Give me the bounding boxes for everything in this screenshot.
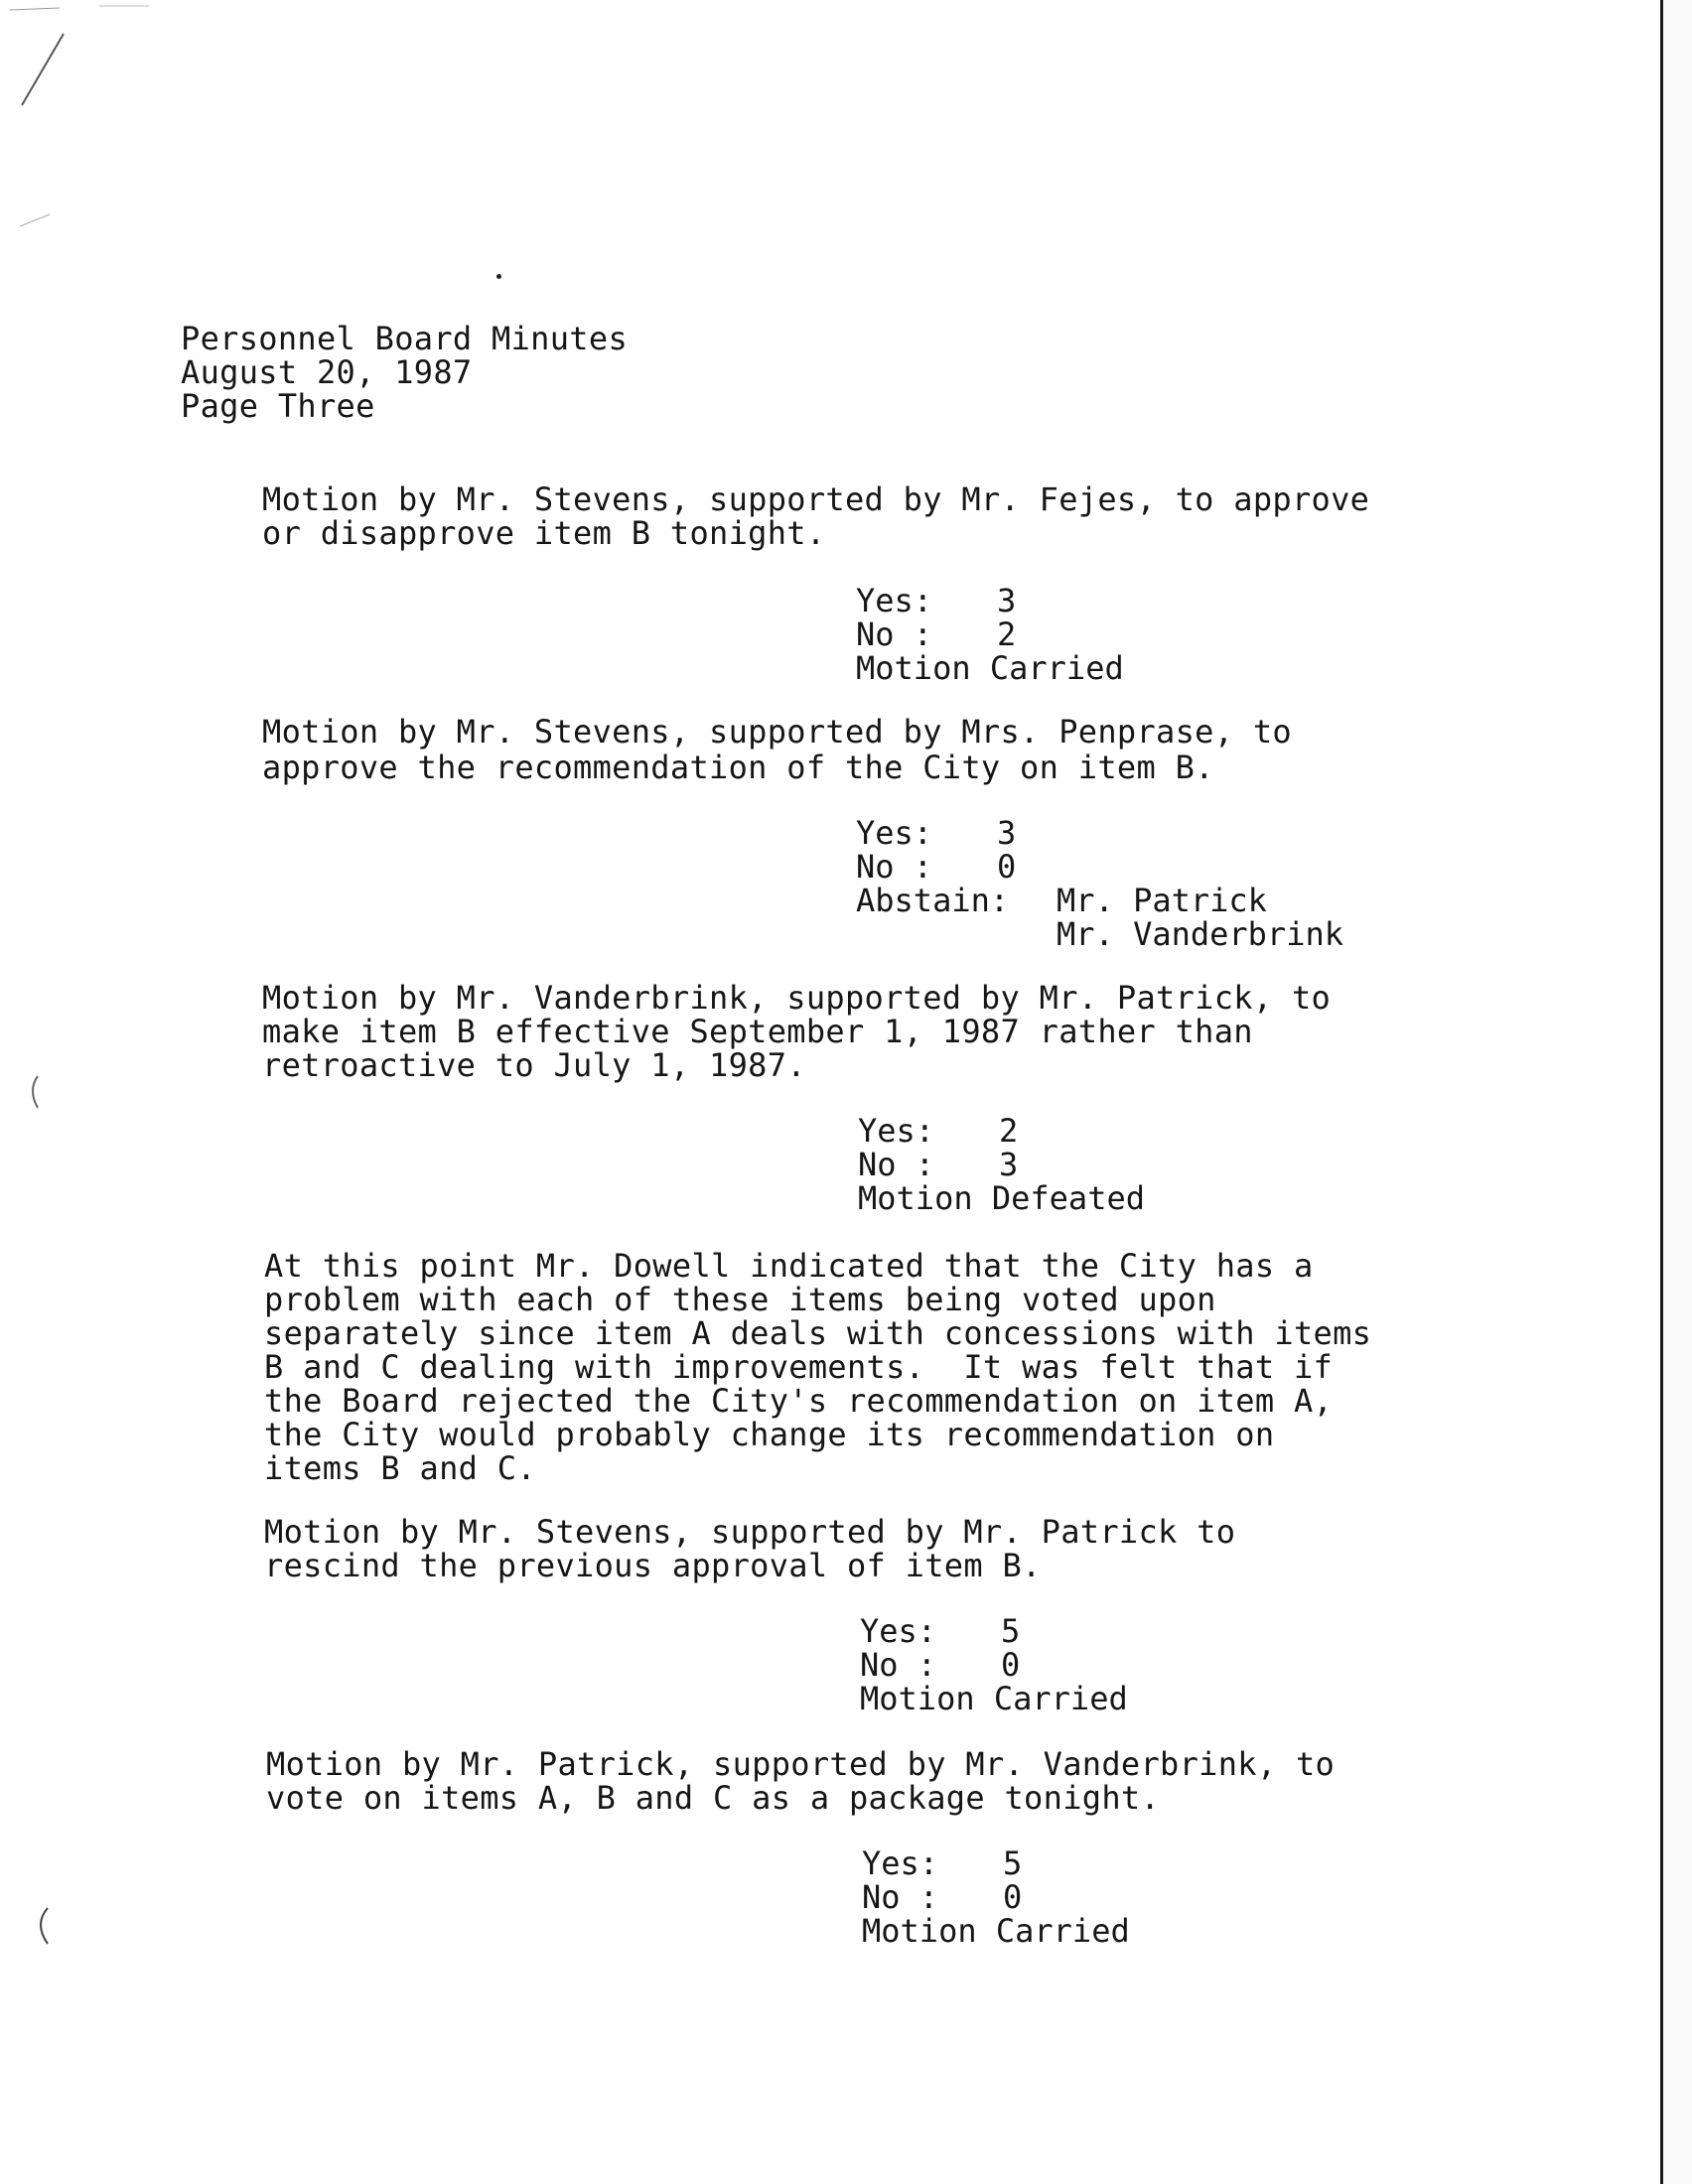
scan-speck (496, 274, 501, 279)
no-count: 0 (997, 848, 1017, 886)
yes-label: Yes: (860, 1612, 937, 1650)
no-count: 0 (1001, 1646, 1021, 1684)
discussion-line: At this point Mr. Dowell indicated that the City has a (264, 1247, 1314, 1285)
page-number: Page Three (181, 387, 375, 425)
motion-text-line: or disapprove item B tonight. (262, 514, 826, 552)
discussion-line: the Board rejected the City's recommendation on item A, (264, 1382, 1334, 1420)
motion-text-line: Motion by Mr. Stevens, supported by Mrs. Penprase, to (262, 713, 1292, 751)
document-title: Personnel Board Minutes (181, 320, 629, 357)
motion-text-line: Motion by Mr. Patrick, supported by Mr. Vanderbrink, to (266, 1745, 1336, 1783)
discussion-line: separately since item A deals with concessions with items (264, 1314, 1372, 1352)
motion-text-line: retroactive to July 1, 1987. (262, 1046, 806, 1084)
yes-count: 2 (999, 1112, 1019, 1150)
yes-count: 3 (997, 582, 1017, 619)
page-edge-margin (1663, 0, 1692, 2184)
discussion-line: problem with each of these items being voted upon (264, 1281, 1216, 1318)
motion-text-line: vote on items A, B and C as a package tonight. (266, 1779, 1161, 1817)
motion-result: Motion Carried (856, 649, 1124, 687)
motion-text-line: Motion by Mr. Stevens, supported by Mr. Patrick to (264, 1513, 1236, 1551)
yes-label: Yes: (856, 582, 933, 619)
motion-text-line: approve the recommendation of the City on item B. (262, 749, 1214, 786)
no-label: No : (858, 1146, 935, 1183)
document-date: August 20, 1987 (181, 353, 473, 391)
scan-bracket-icon (24, 1072, 44, 1112)
abstain-label: Abstain: (856, 882, 1010, 919)
no-label: No : (856, 615, 933, 653)
yes-count: 3 (997, 814, 1017, 852)
no-label: No : (860, 1646, 937, 1684)
motion-text-line: rescind the previous approval of item B. (264, 1547, 1042, 1584)
yes-count: 5 (1001, 1612, 1021, 1650)
motion-result: Motion Carried (862, 1912, 1130, 1950)
no-count: 3 (999, 1146, 1019, 1183)
motion-text-line: make item B effective September 1, 1987 rather than (262, 1013, 1253, 1050)
abstain-name: Mr. Vanderbrink (1057, 915, 1343, 953)
abstain-name: Mr. Patrick (1057, 882, 1267, 919)
motion-text-line: Motion by Mr. Vanderbrink, supported by Mr. Patrick, to (262, 979, 1332, 1017)
discussion-line: items B and C. (264, 1449, 536, 1487)
motion-text-line: Motion by Mr. Stevens, supported by Mr. Fejes, to approve (262, 480, 1370, 518)
motion-result: Motion Defeated (858, 1179, 1145, 1217)
yes-count: 5 (1003, 1844, 1023, 1882)
yes-label: Yes: (858, 1112, 935, 1150)
yes-label: Yes: (856, 814, 933, 852)
scan-bracket-icon (30, 1904, 54, 1948)
no-label: No : (862, 1878, 939, 1916)
yes-label: Yes: (862, 1844, 939, 1882)
discussion-line: B and C dealing with improvements. It was felt that if (264, 1348, 1334, 1386)
motion-result: Motion Carried (860, 1680, 1128, 1717)
scan-mark-icon (0, 0, 159, 258)
discussion-line: the City would probably change its recommendation on (264, 1416, 1275, 1453)
no-count: 0 (1003, 1878, 1023, 1916)
no-count: 2 (997, 615, 1017, 653)
no-label: No : (856, 848, 933, 886)
